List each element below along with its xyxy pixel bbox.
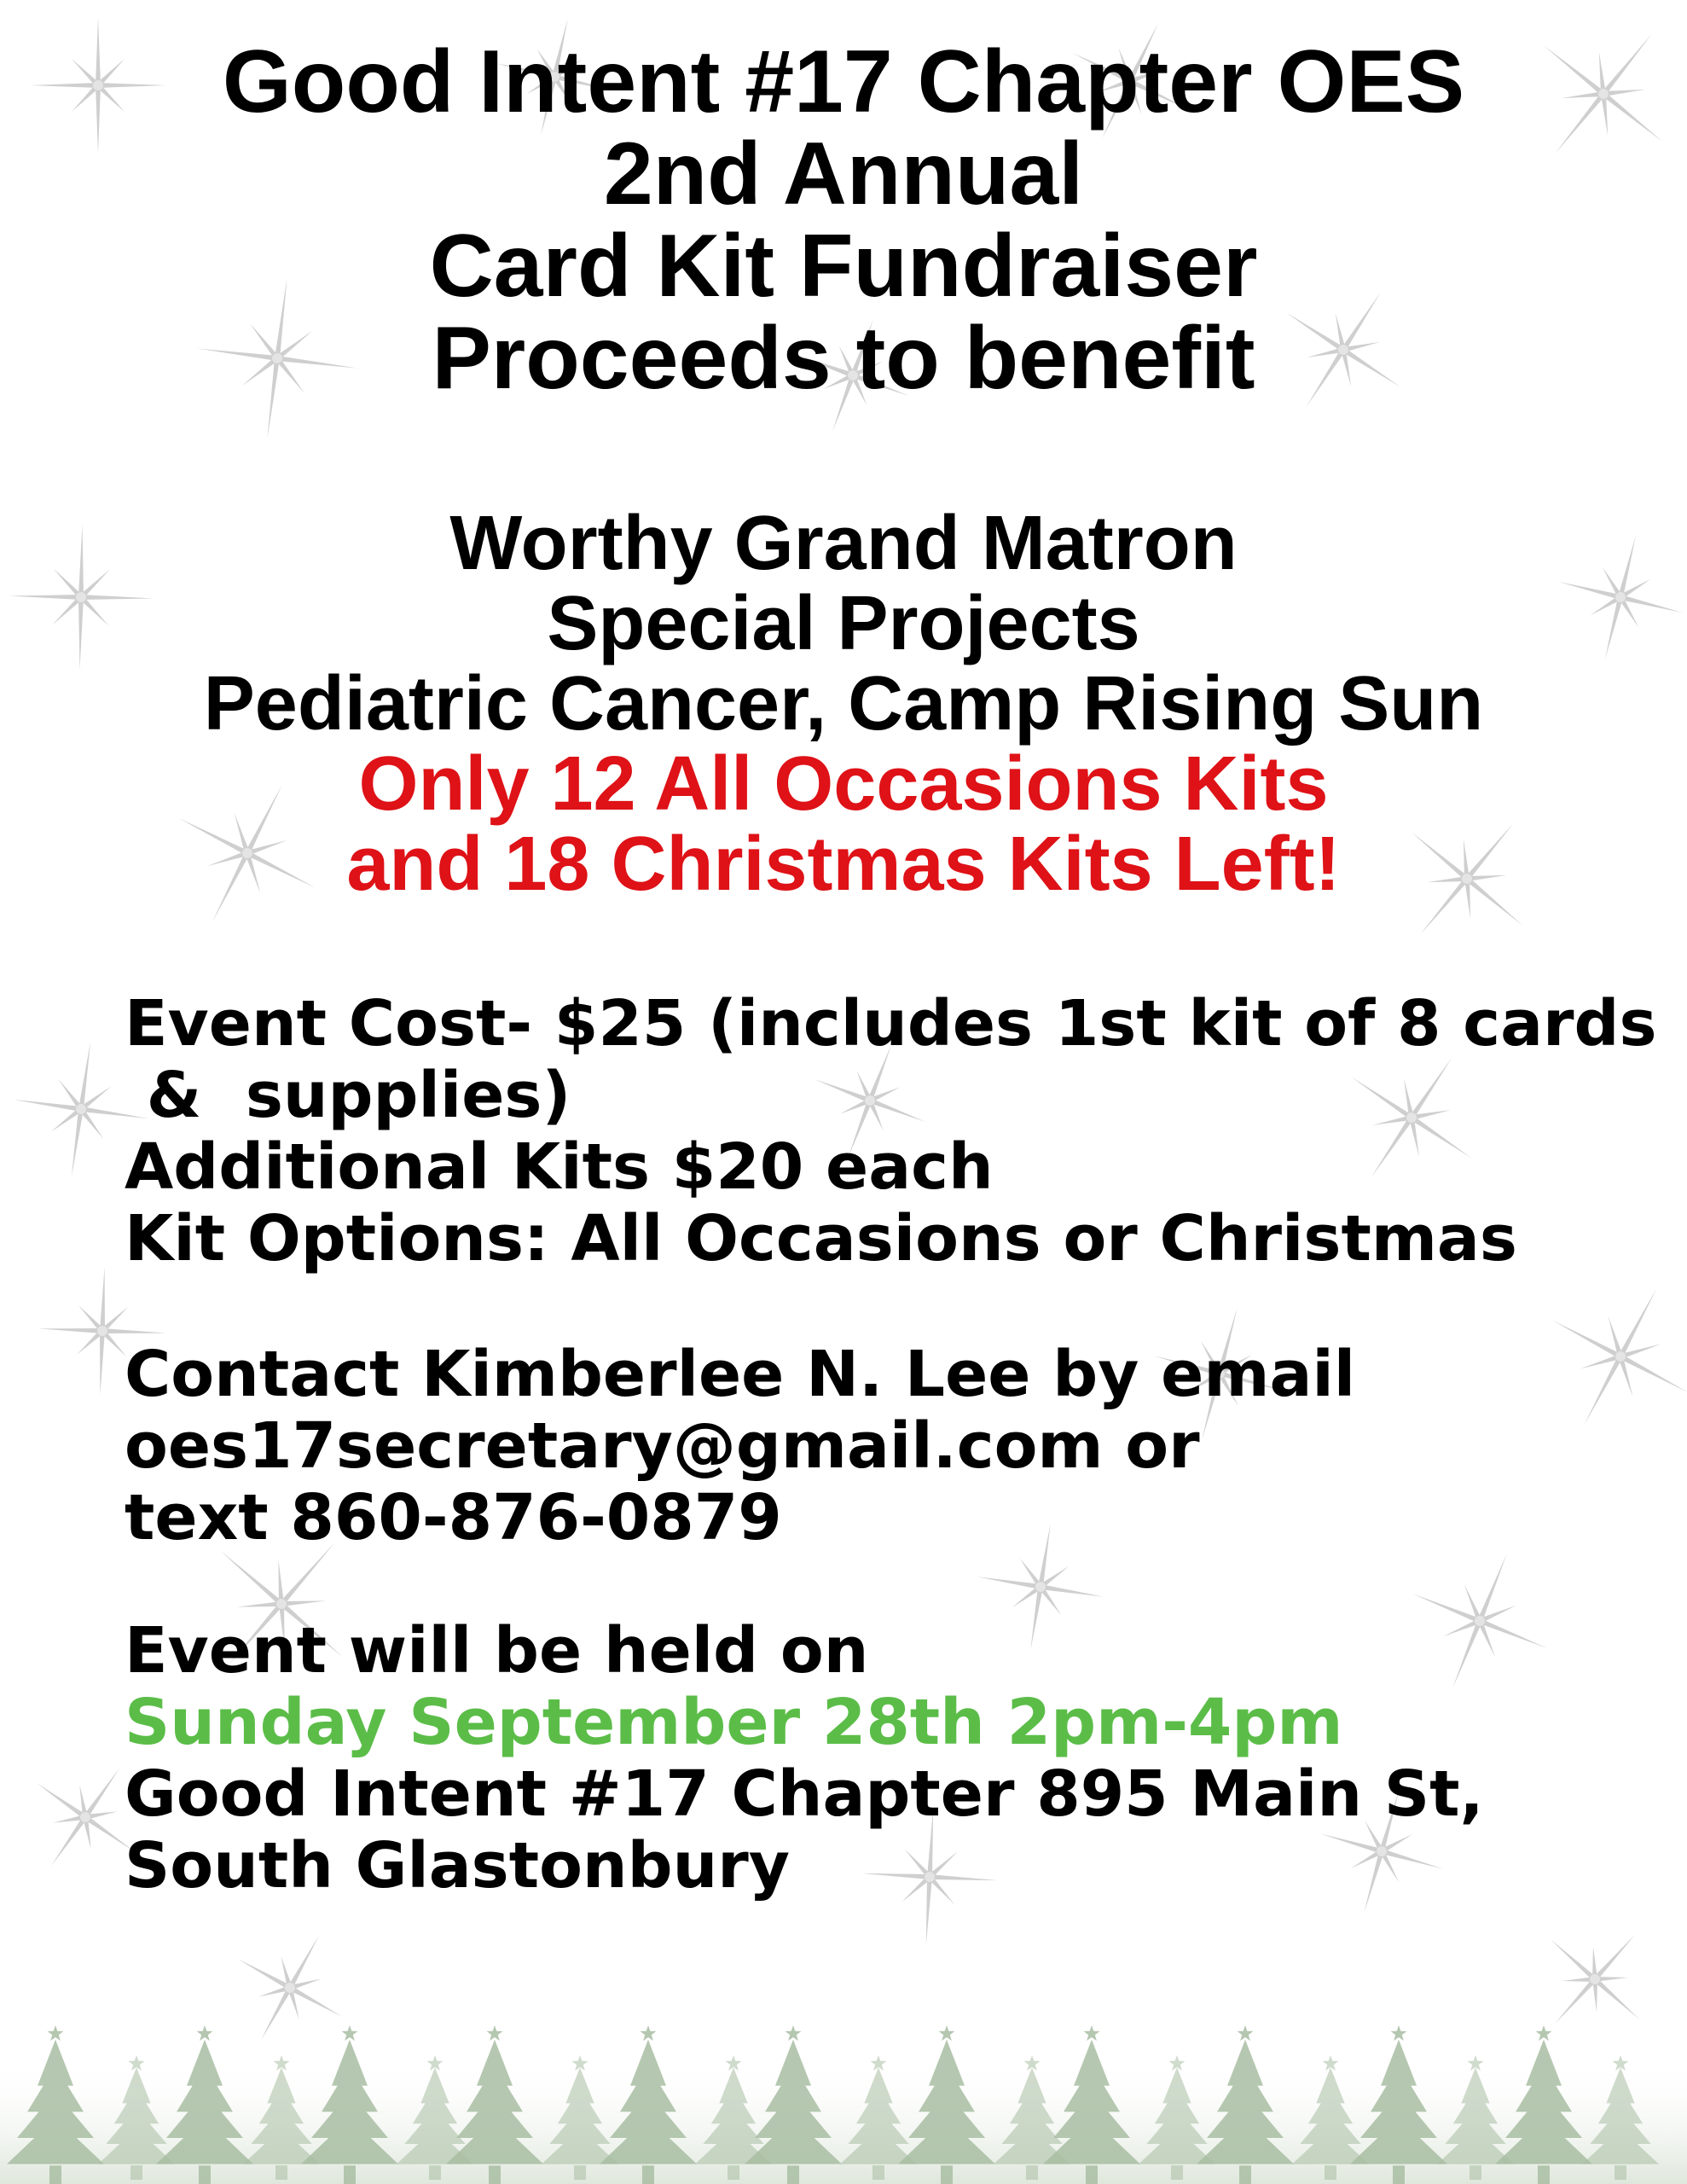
title-line-proceeds: Proceeds to benefit bbox=[432, 309, 1255, 408]
beneficiary-line-projects: Special Projects bbox=[547, 581, 1140, 666]
title-line-fundraiser: Card Kit Fundraiser bbox=[429, 217, 1258, 316]
contact-email: oes17secretary@gmail.com or bbox=[125, 1409, 1200, 1483]
title-line-chapter: Good Intent #17 Chapter OES bbox=[222, 32, 1465, 131]
beneficiary-section bbox=[0, 501, 1687, 907]
kits-left-alert-line2: and 18 Christmas Kits Left! bbox=[346, 822, 1341, 907]
title-line-annual: 2nd Annual bbox=[603, 125, 1084, 224]
kits-left-alert-line1: Only 12 All Occasions Kits bbox=[358, 741, 1329, 827]
flyer-title bbox=[0, 32, 1687, 408]
event-address: Good Intent #17 Chapter 895 Main St, bbox=[125, 1757, 1484, 1831]
tree-border bbox=[0, 2005, 1687, 2184]
event-date-time: Sunday September 28th 2pm-4pm bbox=[125, 1686, 1343, 1759]
contact-phone: text 860-876-0879 bbox=[125, 1481, 782, 1554]
contact-line-name: Contact Kimberlee N. Lee by email bbox=[125, 1338, 1356, 1411]
cost-line-supplies: & supplies) bbox=[125, 1059, 571, 1132]
contact-section bbox=[125, 1339, 1660, 1554]
event-town: South Glastonbury bbox=[125, 1829, 790, 1902]
event-line-intro: Event will be held on bbox=[125, 1614, 869, 1687]
beneficiary-line-matron: Worthy Grand Matron bbox=[449, 501, 1238, 586]
cost-line-options: Kit Options: All Occasions or Christmas bbox=[125, 1202, 1517, 1275]
event-section bbox=[125, 1615, 1660, 1902]
cost-line-event: Event Cost- $25 (includes 1st kit of 8 cards bbox=[125, 987, 1657, 1060]
cost-section bbox=[125, 988, 1660, 1275]
cost-line-additional: Additional Kits $20 each bbox=[125, 1130, 994, 1204]
beneficiary-line-causes: Pediatric Cancer, Camp Rising Sun bbox=[203, 661, 1484, 746]
